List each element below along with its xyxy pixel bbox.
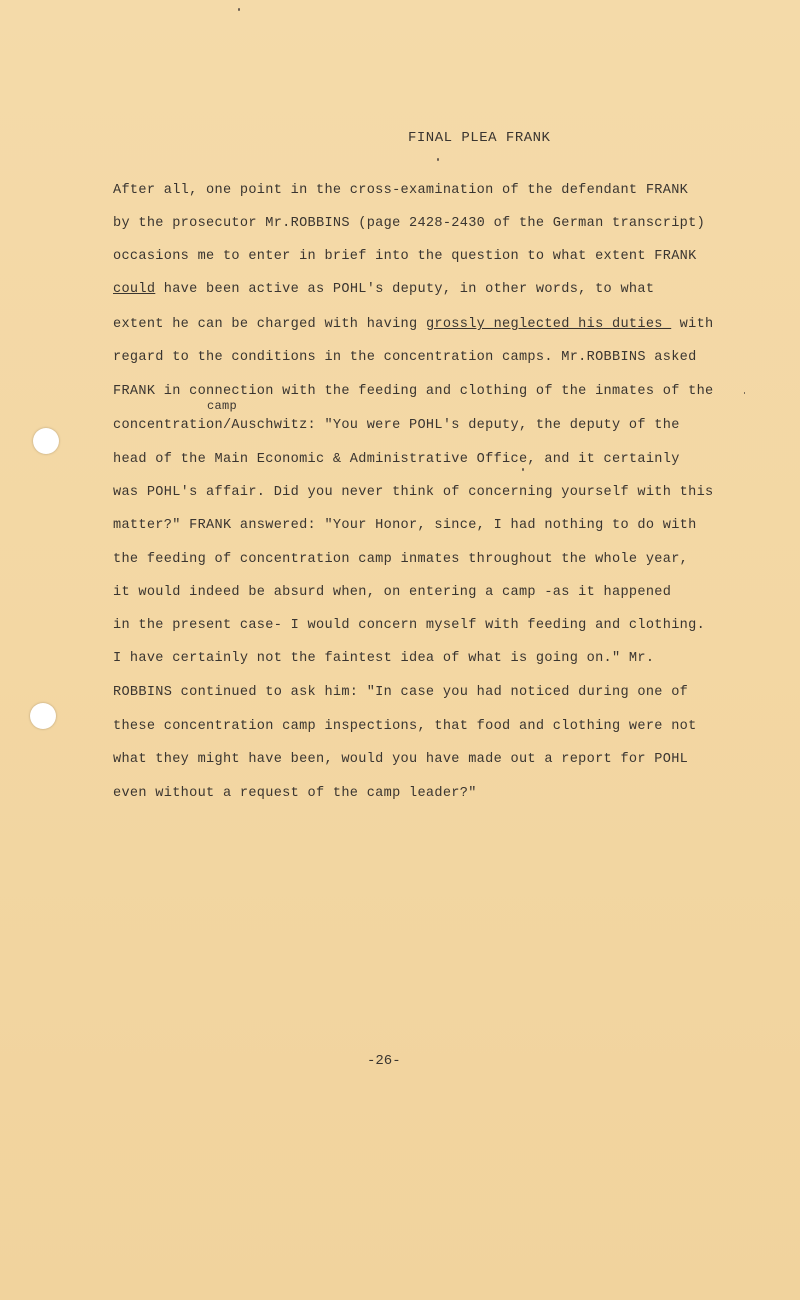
text-segment: have been active as POHL's deputy, in other words, to what	[155, 282, 655, 297]
document-title: FINAL PLEA FRANK	[408, 130, 551, 146]
punch-hole	[33, 428, 59, 454]
text-line: what they might have been, would you have made out a report for POHL	[113, 752, 689, 767]
ink-speck	[744, 392, 745, 394]
punch-hole	[30, 703, 56, 729]
text-line	[113, 282, 654, 298]
handwritten-insertion: camp	[207, 399, 238, 413]
text-line	[113, 317, 714, 333]
text-line: by the prosecutor Mr.ROBBINS (page 2428-2430 of the German transcript)	[113, 216, 706, 231]
underlined-word: could	[113, 282, 156, 297]
text-line: concentration/Auschwitz: "You were POHL's deputy, the deputy of the	[113, 418, 680, 433]
ink-speck	[238, 8, 240, 11]
text-line: in the present case- I would concern myself with feeding and clothing.	[113, 618, 706, 633]
text-line: these concentration camp inspections, that food and clothing were not	[113, 719, 697, 734]
text-line: I have certainly not the faintest idea of what is going on." Mr.	[113, 651, 655, 666]
text-line: the feeding of concentration camp inmates throughout the whole year,	[113, 552, 689, 567]
text-line: it would indeed be absurd when, on entering a camp -as it happened	[113, 585, 672, 600]
text-line: ROBBINS continued to ask him: "In case you had noticed during one of	[113, 685, 689, 700]
underlined-phrase: grossly neglected his duties_	[425, 317, 672, 332]
text-segment: extent he can be charged with having	[113, 317, 426, 332]
page-number: -26-	[367, 1053, 401, 1069]
ink-speck	[437, 158, 439, 161]
ink-speck	[522, 468, 524, 471]
text-line: FRANK in connection with the feeding and clothing of the inmates of the	[113, 384, 714, 399]
text-line: occasions me to enter in brief into the question to what extent FRANK	[113, 249, 697, 264]
text-line: regard to the conditions in the concentration camps. Mr.ROBBINS asked	[113, 350, 697, 365]
text-line: was POHL's affair. Did you never think of concerning yourself with this	[113, 485, 714, 500]
text-line: After all, one point in the cross-examination of the defendant FRANK	[113, 183, 689, 198]
text-segment: with	[671, 317, 714, 332]
text-line: head of the Main Economic & Administrative Office, and it certainly	[113, 452, 680, 467]
text-line: matter?" FRANK answered: "Your Honor, since, I had nothing to do with	[113, 518, 697, 533]
text-line: even without a request of the camp leader?"	[113, 786, 477, 801]
